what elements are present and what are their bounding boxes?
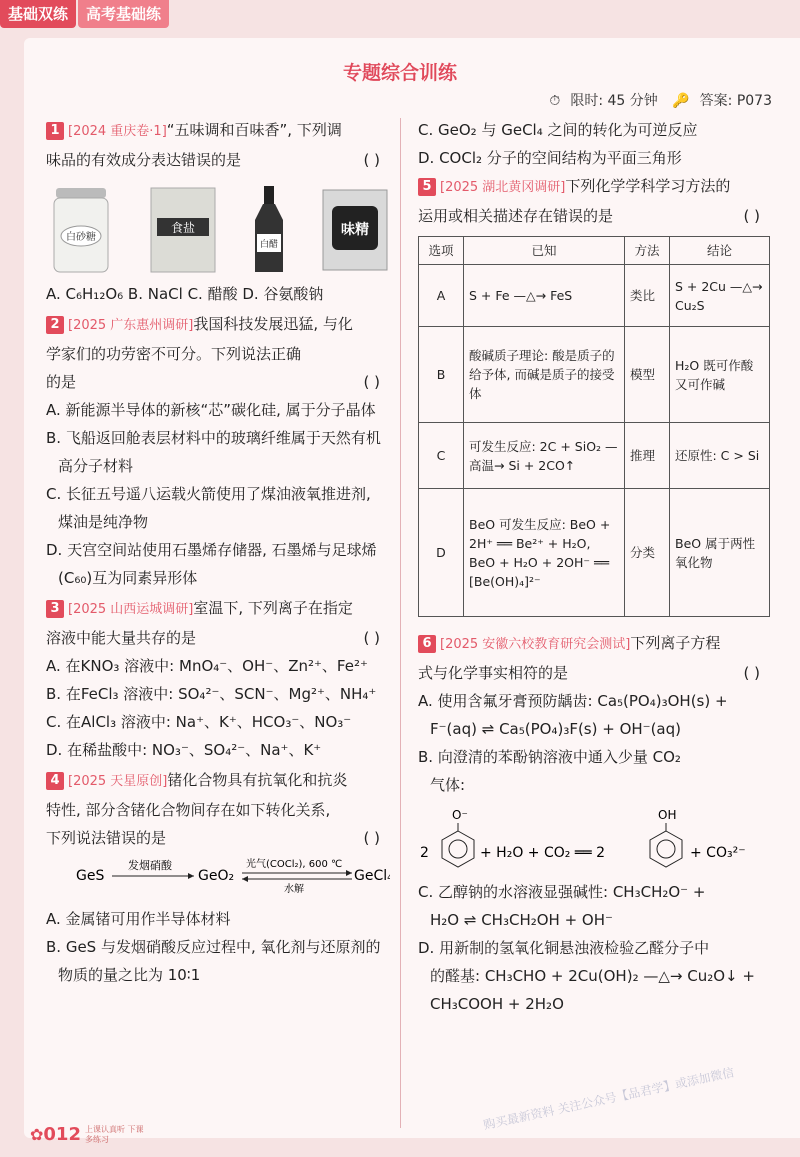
msg-label: 味精: [340, 222, 369, 238]
table-cell: 可发生反应: 2C + SiO₂ —高温→ Si + 2CO↑: [464, 423, 625, 489]
answer-blank[interactable]: ( ): [363, 373, 380, 391]
question-number: 2: [46, 316, 64, 334]
question-stem: 运用或相关描述存在错误的是: [418, 207, 614, 225]
table-cell: 分类: [625, 489, 670, 617]
table-cell: C: [419, 423, 464, 489]
option-c-line-2: H₂O ⇌ CH₃CH₂OH + OH⁻: [430, 911, 613, 929]
scheme-species: GeS: [76, 868, 105, 884]
footer-slogan: 上课认真听 下课多练习: [84, 1124, 144, 1144]
table-row: [419, 327, 770, 423]
question-stem: 式与化学事实相符的是: [418, 664, 569, 682]
page-number: 012: [43, 1124, 81, 1145]
tab-basic-double[interactable]: 基础双练: [0, 0, 76, 28]
option-c[interactable]: C. GeO₂ 与 GeCl₄ 之间的转化为可逆反应: [418, 121, 698, 139]
option-a-line-2: F⁻(aq) ⇌ Ca₅(PO₄)₃F(s) + OH⁻(aq): [430, 720, 682, 738]
option-a[interactable]: A. 新能源半导体的新核“芯”碳化硅, 属于分子晶体: [46, 401, 376, 419]
column-divider: [400, 118, 401, 1128]
reaction-scheme: [46, 852, 390, 896]
answer-blank[interactable]: ( ): [363, 829, 380, 847]
table-cell: S + Fe —△→ FeS: [464, 265, 625, 327]
option-b-line-2: 气体:: [430, 776, 466, 794]
question-1: [46, 116, 390, 308]
table-header: 方法: [625, 237, 670, 265]
answer-ref[interactable]: 答案: P073: [699, 93, 772, 109]
phenoxide-label: O⁻: [452, 808, 468, 822]
vinegar-bottle-image: [249, 184, 289, 274]
table-header: 结论: [670, 237, 770, 265]
sugar-jar-image: [46, 184, 116, 274]
question-source: [2025 天星原创]: [68, 774, 168, 789]
option-a[interactable]: A. 在KNO₃ 溶液中: MnO₄⁻、OH⁻、Zn²⁺、Fe²⁺: [46, 657, 368, 675]
meta-bar: [539, 90, 772, 110]
table-cell: 推理: [625, 423, 670, 489]
option-c[interactable]: C. 长征五号遥八运载火箭使用了煤油液氧推进剂, 煤油是纯净物: [46, 485, 371, 531]
table-cell: 酸碱质子理论: 酸是质子的给予体, 而碱是质子的接受体: [464, 327, 625, 423]
table-cell: H₂O 既可作酸又可作碱: [670, 327, 770, 423]
question-stem: 下列离子方程: [630, 634, 721, 652]
question-number: 3: [46, 600, 64, 618]
table-cell: S + 2Cu —△→ Cu₂S: [670, 265, 770, 327]
question-stem: 味品的有效成分表达错误的是: [46, 151, 242, 169]
answer-blank[interactable]: ( ): [743, 207, 760, 225]
option-d-line-1[interactable]: D. 用新制的氢氧化铜悬浊液检验乙醛分子中: [418, 939, 710, 957]
question-stem: 室温下, 下列离子在指定: [193, 599, 353, 617]
key-icon: 🔑: [672, 93, 690, 109]
tab-gaokao-basic[interactable]: 高考基础练: [78, 0, 169, 28]
question-stem: 锗化合物具有抗氧化和抗炎: [167, 771, 348, 789]
vinegar-label: 白醋: [260, 240, 279, 250]
answer-blank[interactable]: ( ): [363, 151, 380, 169]
table-row: [419, 265, 770, 327]
left-column: [46, 116, 390, 991]
salt-label: 食盐: [170, 221, 195, 235]
question-number: 6: [418, 635, 436, 653]
benzene-ring-icon: [650, 831, 682, 867]
option-d[interactable]: D. 天宫空间站使用石墨烯存储器, 石墨烯与足球烯(C₆₀)互为同素异形体: [46, 541, 377, 587]
question-source: [2025 湖北黄冈调研]: [440, 180, 566, 195]
phenol-equation: [418, 799, 770, 869]
option-b[interactable]: B. 飞船返回舱表层材料中的玻璃纤维属于天然有机高分子材料: [46, 429, 381, 475]
question-stem: 特性, 部分含锗化合物间存在如下转化关系,: [46, 801, 331, 819]
option-b[interactable]: B. GeS 与发烟硝酸反应过程中, 氧化剂与还原剂的物质的量之比为 10∶1: [46, 938, 381, 984]
question-stem: 溶液中能大量共存的是: [46, 629, 197, 647]
question-stem: 下列化学学科学习方法的: [565, 177, 731, 195]
question-source: [2025 广东惠州调研]: [68, 318, 194, 333]
scheme-condition: 光气(COCl₂), 600 ℃: [246, 859, 343, 870]
sugar-label: 白砂糖: [66, 232, 96, 243]
question-number: 5: [418, 178, 436, 196]
question-number: 1: [46, 122, 64, 140]
question-source: [2024 重庆卷·1]: [68, 124, 167, 139]
table-row: [419, 489, 770, 617]
table-cell: A: [419, 265, 464, 327]
msg-bag-image: [320, 184, 390, 274]
answer-blank[interactable]: ( ): [363, 629, 380, 647]
table-header-row: [419, 237, 770, 265]
option-d-line-3: CH₃COOH + 2H₂O: [430, 995, 564, 1013]
coefficient: 2: [420, 845, 429, 861]
option-b[interactable]: B. 在FeCl₃ 溶液中: SO₄²⁻、SCN⁻、Mg²⁺、NH₄⁺: [46, 685, 377, 703]
equation-end: + CO₃²⁻: [690, 845, 746, 861]
table-cell: BeO 可发生反应: BeO + 2H⁺ ══ Be²⁺ + H₂O, BeO + H₂O + 2OH⁻ ══ [Be(OH)₄]²⁻: [464, 489, 625, 617]
table-row: [419, 423, 770, 489]
benzene-ring-icon: [442, 831, 474, 867]
salt-bag-image: [147, 184, 219, 274]
answer-blank[interactable]: ( ): [743, 664, 760, 682]
table-cell: 类比: [625, 265, 670, 327]
method-table: [418, 236, 770, 617]
option-b-line-1[interactable]: B. 向澄清的苯酚钠溶液中通入少量 CO₂: [418, 748, 681, 766]
question-stem: 的是: [46, 373, 77, 391]
question-stem: 我国科技发展迅猛, 与化: [193, 315, 353, 333]
option-a-line-1[interactable]: A. 使用含氟牙膏预防龋齿: Ca₅(PO₄)₃OH(s) +: [418, 692, 728, 710]
option-c[interactable]: C. 在AlCl₃ 溶液中: Na⁺、K⁺、HCO₃⁻、NO₃⁻: [46, 713, 352, 731]
option-c-line-1[interactable]: C. 乙醇钠的水溶液显强碱性: CH₃CH₂O⁻ +: [418, 883, 706, 901]
header-tabs: [0, 0, 171, 32]
question-5: [418, 172, 770, 617]
table-header: 选项: [419, 237, 464, 265]
phenol-label: OH: [658, 808, 677, 822]
question-stem: “五味调和百味香”, 下列调: [166, 121, 342, 139]
scheme-species: GeCl₄: [354, 868, 390, 884]
right-column: [418, 116, 770, 1020]
question-4: [46, 766, 390, 989]
page-footer: [30, 1124, 145, 1145]
time-limit: 限时: 45 分钟: [570, 93, 658, 109]
question-3: [46, 594, 390, 764]
mascot-icon: ✿: [30, 1125, 44, 1144]
scheme-condition: 水解: [284, 884, 304, 895]
watermark-text: 购买最新资料 关注公众号【品君学】或添加微信: [482, 1065, 736, 1133]
table-cell: BeO 属于两性氧化物: [670, 489, 770, 617]
table-cell: 还原性: C > Si: [670, 423, 770, 489]
option-d[interactable]: D. 在稀盐酸中: NO₃⁻、SO₄²⁻、Na⁺、K⁺: [46, 741, 322, 759]
clock-icon: ⏱: [549, 93, 561, 109]
question-stem: 下列说法错误的是: [46, 829, 167, 847]
page-title: 专题综合训练: [342, 62, 457, 84]
scheme-condition: 发烟硝酸: [128, 859, 172, 872]
option-a[interactable]: A. 金属锗可用作半导体材料: [46, 910, 231, 928]
question-source: [2025 安徽六校教育研究会测试]: [440, 637, 631, 652]
table-header: 已知: [464, 237, 625, 265]
question-2: [46, 310, 390, 592]
table-cell: D: [419, 489, 464, 617]
option-line[interactable]: A. C₆H₁₂O₆ B. NaCl C. 醋酸 D. 谷氨酸钠: [46, 285, 324, 303]
condiment-images: [46, 182, 390, 274]
equation-middle: + H₂O + CO₂ ══ 2: [480, 845, 606, 861]
question-number: 4: [46, 772, 64, 790]
option-d-line-2: 的醛基: CH₃CHO + 2Cu(OH)₂ —△→ Cu₂O↓ +: [430, 967, 755, 985]
table-cell: 模型: [625, 327, 670, 423]
question-6: [418, 629, 770, 1018]
question-stem: 学家们的功劳密不可分。下列说法正确: [46, 345, 302, 363]
scheme-species: GeO₂: [198, 868, 235, 884]
question-source: [2025 山西运城调研]: [68, 602, 194, 617]
table-cell: B: [419, 327, 464, 423]
option-d[interactable]: D. COCl₂ 分子的空间结构为平面三角形: [418, 149, 682, 167]
